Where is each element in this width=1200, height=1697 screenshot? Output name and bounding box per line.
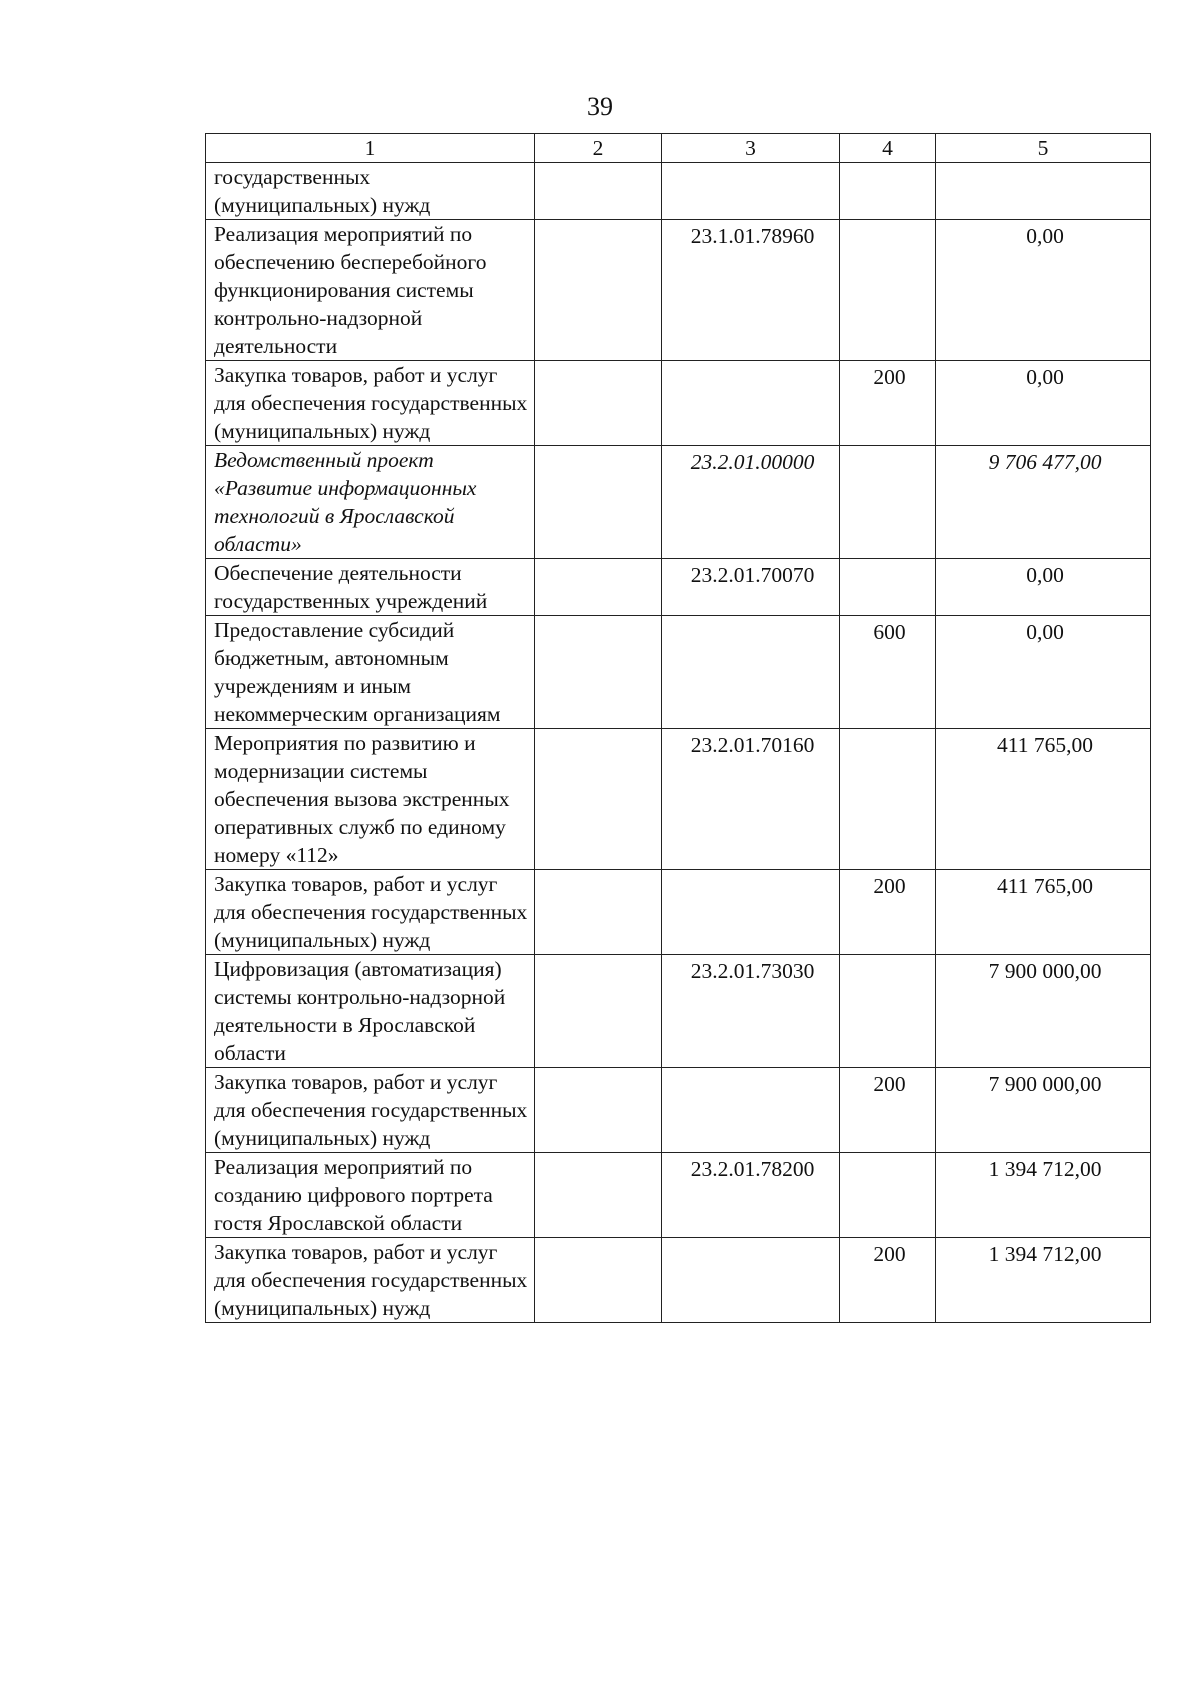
table-row	[206, 1238, 1151, 1323]
row-code: 23.2.01.70160	[662, 729, 840, 870]
row-col2	[535, 1153, 662, 1238]
row-expense-type	[840, 163, 936, 220]
header-col-2: 2	[535, 134, 662, 163]
page-number: 39	[587, 92, 613, 121]
row-expense-type: 200	[840, 361, 936, 446]
row-name: Закупка товаров, работ и услуг для обеспечения государственных (муниципальных) нужд	[206, 361, 535, 446]
budget-table	[205, 133, 1151, 1323]
row-code	[662, 163, 840, 220]
row-expense-type: 600	[840, 616, 936, 729]
header-col-1: 1	[206, 134, 535, 163]
row-expense-type	[840, 955, 936, 1068]
row-col2	[535, 446, 662, 559]
table-body	[206, 163, 1151, 1323]
row-code: 23.1.01.78960	[662, 220, 840, 361]
row-col2	[535, 1238, 662, 1323]
row-name: Обеспечение деятельности государственных учреждений	[206, 559, 535, 616]
table-row	[206, 870, 1151, 955]
row-code	[662, 361, 840, 446]
row-amount: 0,00	[936, 220, 1151, 361]
row-col2	[535, 361, 662, 446]
table-row	[206, 361, 1151, 446]
row-name: Цифровизация (автоматизация) системы контрольно-надзорной деятельности в Ярославской области	[206, 955, 535, 1068]
table-row	[206, 955, 1151, 1068]
row-expense-type: 200	[840, 1068, 936, 1153]
table-row	[206, 616, 1151, 729]
row-amount: 411 765,00	[936, 729, 1151, 870]
row-code	[662, 1238, 840, 1323]
row-name: Реализация мероприятий по созданию цифрового портрета гостя Ярославской области	[206, 1153, 535, 1238]
row-amount: 0,00	[936, 361, 1151, 446]
row-col2	[535, 220, 662, 361]
row-expense-type: 200	[840, 1238, 936, 1323]
header-col-4: 4	[840, 134, 936, 163]
row-code: 23.2.01.00000	[662, 446, 840, 559]
header-col-3: 3	[662, 134, 840, 163]
row-amount	[936, 163, 1151, 220]
table-row	[206, 1068, 1151, 1153]
row-col2	[535, 616, 662, 729]
row-code	[662, 616, 840, 729]
table-row	[206, 163, 1151, 220]
row-name: Ведомственный проект «Развитие информационных технологий в Ярославской области»	[206, 446, 535, 559]
row-col2	[535, 1068, 662, 1153]
table-row	[206, 220, 1151, 361]
row-col2	[535, 163, 662, 220]
row-code: 23.2.01.70070	[662, 559, 840, 616]
row-name: государственных (муниципальных) нужд	[206, 163, 535, 220]
row-col2	[535, 559, 662, 616]
header-col-5: 5	[936, 134, 1151, 163]
row-name: Предоставление субсидий бюджетным, автономным учреждениям и иным некоммерческим организациям	[206, 616, 535, 729]
row-amount: 7 900 000,00	[936, 955, 1151, 1068]
row-amount: 1 394 712,00	[936, 1238, 1151, 1323]
table-row	[206, 1153, 1151, 1238]
row-name: Мероприятия по развитию и модернизации системы обеспечения вызова экстренных оперативных служб по единому номеру «112»	[206, 729, 535, 870]
row-expense-type	[840, 729, 936, 870]
row-name: Закупка товаров, работ и услуг для обеспечения государственных (муниципальных) нужд	[206, 1068, 535, 1153]
row-name: Закупка товаров, работ и услуг для обеспечения государственных (муниципальных) нужд	[206, 870, 535, 955]
table-header	[206, 134, 1151, 163]
row-amount: 1 394 712,00	[936, 1153, 1151, 1238]
row-amount: 9 706 477,00	[936, 446, 1151, 559]
row-col2	[535, 870, 662, 955]
row-amount: 0,00	[936, 559, 1151, 616]
row-code: 23.2.01.78200	[662, 1153, 840, 1238]
row-col2	[535, 955, 662, 1068]
row-amount: 0,00	[936, 616, 1151, 729]
row-code	[662, 870, 840, 955]
row-name: Реализация мероприятий по обеспечению бесперебойного функционирования системы контрольно-надзорной деятельности	[206, 220, 535, 361]
row-code	[662, 1068, 840, 1153]
row-code: 23.2.01.73030	[662, 955, 840, 1068]
row-amount: 7 900 000,00	[936, 1068, 1151, 1153]
row-col2	[535, 729, 662, 870]
row-name: Закупка товаров, работ и услуг для обеспечения государственных (муниципальных) нужд	[206, 1238, 535, 1323]
row-expense-type	[840, 1153, 936, 1238]
table-row	[206, 446, 1151, 559]
row-expense-type	[840, 559, 936, 616]
row-expense-type	[840, 220, 936, 361]
row-expense-type	[840, 446, 936, 559]
table-row	[206, 559, 1151, 616]
row-amount: 411 765,00	[936, 870, 1151, 955]
row-expense-type: 200	[840, 870, 936, 955]
header-row	[206, 134, 1151, 163]
table-row	[206, 729, 1151, 870]
